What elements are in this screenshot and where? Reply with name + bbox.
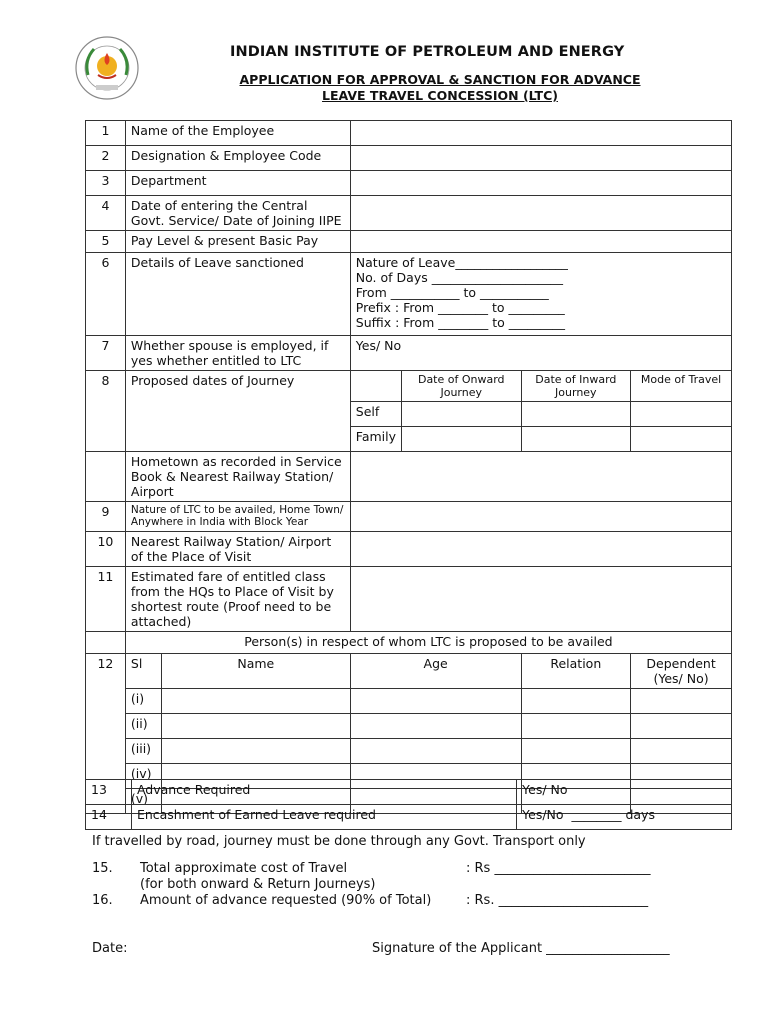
- from-to-line: From ___________ to ___________: [355, 285, 549, 300]
- advance-required-label: Advance Required: [131, 780, 516, 805]
- self-inward-field[interactable]: [521, 402, 631, 427]
- person-age-field[interactable]: [350, 739, 521, 764]
- spouse-employed-label: Whether spouse is employed, if yes whether entitled to LTC: [125, 336, 350, 371]
- self-label: Self: [350, 402, 401, 427]
- person-age-field[interactable]: [350, 689, 521, 714]
- person-name-field[interactable]: [161, 739, 350, 764]
- person-age-field[interactable]: [350, 714, 521, 739]
- pay-level-label: Pay Level & present Basic Pay: [125, 231, 350, 253]
- employee-name-field[interactable]: [350, 121, 731, 146]
- person-name-field[interactable]: [161, 689, 350, 714]
- row-no: 1: [86, 121, 126, 146]
- row-no: 10: [86, 532, 126, 567]
- form-subtitle: [215, 72, 665, 104]
- sl-cell: (iv): [125, 764, 161, 789]
- onward-journey-header: Date of Onward Journey: [402, 371, 521, 402]
- mode-of-travel-header: Mode of Travel: [631, 371, 732, 402]
- person-relation-field[interactable]: [521, 714, 631, 739]
- date-of-joining-field[interactable]: [350, 196, 731, 231]
- main-form-table: [85, 120, 732, 814]
- no-of-days-line: No. of Days _____________________: [355, 270, 563, 285]
- row-no: 4: [86, 196, 126, 231]
- row-no: 11: [86, 567, 126, 632]
- pay-level-field[interactable]: [350, 231, 731, 253]
- family-mode-field[interactable]: [631, 427, 732, 452]
- sl-header: Sl: [125, 654, 161, 689]
- estimated-fare-field[interactable]: [350, 567, 731, 632]
- subtitle-line-1: APPLICATION FOR APPROVAL & SANCTION FOR ADVANCE: [239, 72, 641, 87]
- row-no-blank: [86, 632, 126, 654]
- person-dependent-field[interactable]: [631, 714, 732, 739]
- person-name-field[interactable]: [161, 714, 350, 739]
- persons-heading: Person(s) in respect of whom LTC is proposed to be availed: [125, 632, 731, 654]
- item-16-no: 16.: [92, 893, 113, 908]
- applicant-signature[interactable]: Signature of the Applicant ___________________: [372, 941, 670, 956]
- department-field[interactable]: [350, 171, 731, 196]
- row-no: 2: [86, 146, 126, 171]
- inward-journey-header: Date of Inward Journey: [521, 371, 631, 402]
- journey-dates-label: Proposed dates of Journey: [125, 371, 350, 452]
- advance-required-value[interactable]: Yes/ No: [517, 780, 732, 805]
- row-no: 5: [86, 231, 126, 253]
- advance-amount-label: Amount of advance requested (90% of Total): [140, 893, 432, 908]
- department-label: Department: [125, 171, 350, 196]
- self-mode-field[interactable]: [631, 402, 732, 427]
- hometown-field[interactable]: [350, 452, 731, 502]
- row-no: 13: [86, 780, 132, 805]
- encashment-value[interactable]: Yes/No ________ days: [517, 805, 732, 830]
- designation-label: Designation & Employee Code: [125, 146, 350, 171]
- date-label[interactable]: Date:: [92, 941, 128, 956]
- institute-name: INDIAN INSTITUTE OF PETROLEUM AND ENERGY: [230, 44, 625, 60]
- spouse-employed-value[interactable]: Yes/ No: [350, 336, 731, 371]
- self-onward-field[interactable]: [402, 402, 521, 427]
- nearest-station-label: Nearest Railway Station/ Airport of the Place of Visit: [125, 532, 350, 567]
- dependent-header: Dependent (Yes/ No): [631, 654, 732, 689]
- person-dependent-field[interactable]: [631, 739, 732, 764]
- estimated-fare-label: Estimated fare of entitled class from the HQs to Place of Visit by shortest route (Proof need to be attached): [125, 567, 350, 632]
- person-relation-field[interactable]: [521, 739, 631, 764]
- row-no-blank: [86, 452, 126, 502]
- person-dependent-field[interactable]: [631, 689, 732, 714]
- designation-field[interactable]: [350, 146, 731, 171]
- journey-blank-header: [350, 371, 401, 402]
- hometown-label: Hometown as recorded in Service Book & Nearest Railway Station/ Airport: [125, 452, 350, 502]
- family-inward-field[interactable]: [521, 427, 631, 452]
- road-travel-note: If travelled by road, journey must be done through any Govt. Transport only: [92, 834, 586, 849]
- total-cost-subtext: (for both onward & Return Journeys): [140, 877, 376, 892]
- total-cost-value[interactable]: : Rs ________________________: [466, 861, 651, 876]
- family-label: Family: [350, 427, 401, 452]
- prefix-line: Prefix : From ________ to _________: [355, 300, 565, 315]
- employee-name-label: Name of the Employee: [125, 121, 350, 146]
- total-cost-label: Total approximate cost of Travel: [140, 861, 348, 876]
- name-header: Name: [161, 654, 350, 689]
- row-no: 12: [86, 654, 126, 814]
- nature-of-leave-line: Nature of Leave__________________: [355, 255, 568, 270]
- age-header: Age: [350, 654, 521, 689]
- row-no: 3: [86, 171, 126, 196]
- item-15-no: 15.: [92, 861, 113, 876]
- person-relation-field[interactable]: [521, 689, 631, 714]
- ltc-nature-label: Nature of LTC to be availed, Home Town/ Anywhere in India with Block Year: [125, 502, 350, 532]
- sl-cell: (ii): [125, 714, 161, 739]
- subtitle-line-2: LEAVE TRAVEL CONCESSION (LTC): [322, 88, 558, 103]
- suffix-line: Suffix : From ________ to _________: [355, 315, 565, 330]
- row-no: 9: [86, 502, 126, 532]
- row-no: 8: [86, 371, 126, 452]
- family-onward-field[interactable]: [402, 427, 521, 452]
- encashment-label: Encashment of Earned Leave required: [131, 805, 516, 830]
- nearest-station-field[interactable]: [350, 532, 731, 567]
- relation-header: Relation: [521, 654, 631, 689]
- sl-cell: (i): [125, 689, 161, 714]
- sl-cell: (iii): [125, 739, 161, 764]
- leave-details-field[interactable]: [350, 253, 731, 336]
- row-no: 6: [86, 253, 126, 336]
- leave-details-label: Details of Leave sanctioned: [125, 253, 350, 336]
- advance-table: [85, 779, 732, 830]
- advance-amount-value[interactable]: : Rs. _______________________: [466, 893, 649, 908]
- row-no: 14: [86, 805, 132, 830]
- iipe-logo: [74, 35, 140, 101]
- date-of-joining-label: Date of entering the Central Govt. Service/ Date of Joining IIPE: [125, 196, 350, 231]
- sl-cell: (v): [125, 789, 161, 814]
- ltc-nature-field[interactable]: [350, 502, 731, 532]
- row-no: 7: [86, 336, 126, 371]
